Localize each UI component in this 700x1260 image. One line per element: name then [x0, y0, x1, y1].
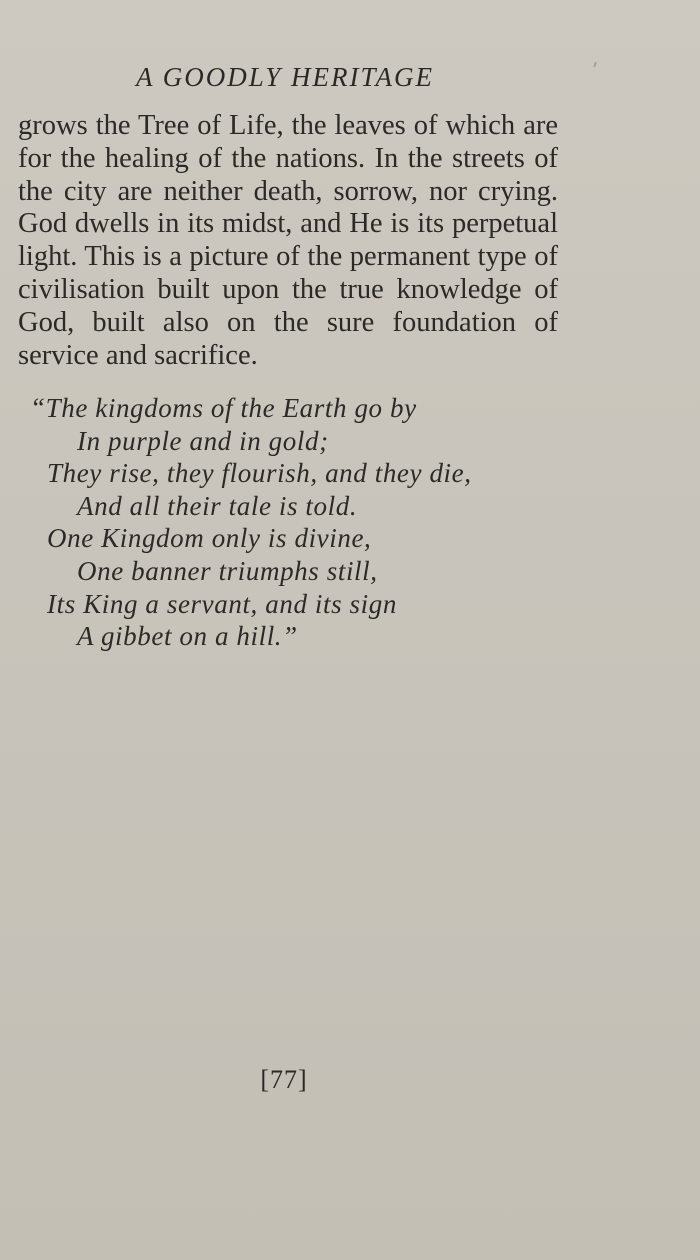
poem-block: [30, 392, 590, 653]
page-number: [77]: [260, 1065, 308, 1094]
paper-speck: [593, 62, 597, 67]
poem-line-7: Its King a servant, and its sign: [47, 588, 397, 619]
poem-line-4: And all their tale is told.: [77, 490, 358, 521]
body-paragraph: grows the Tree of Life, the leaves of which are for the healing of the nations. In the streets of the city are neither death, sorrow, nor crying. God dwells in its midst, and He is its perpetual light. This is a picture of the permanent type of civilisation built upon the true knowledge of God, built also on the sure foundation of service and sacrifice.: [18, 110, 558, 371]
running-head: A GOODLY HERITAGE: [136, 62, 434, 92]
poem-line-3: They rise, they flourish, and they die,: [47, 458, 472, 489]
poem-line-5: One Kingdom only is divine,: [47, 523, 372, 554]
poem-line-6: One banner triumphs still,: [77, 555, 378, 586]
poem-line-1: “The kingdoms of the Earth go by: [30, 393, 417, 423]
poem-line-2: In purple and in gold;: [77, 425, 329, 456]
poem-line-8: A gibbet on a hill.”: [77, 621, 298, 652]
